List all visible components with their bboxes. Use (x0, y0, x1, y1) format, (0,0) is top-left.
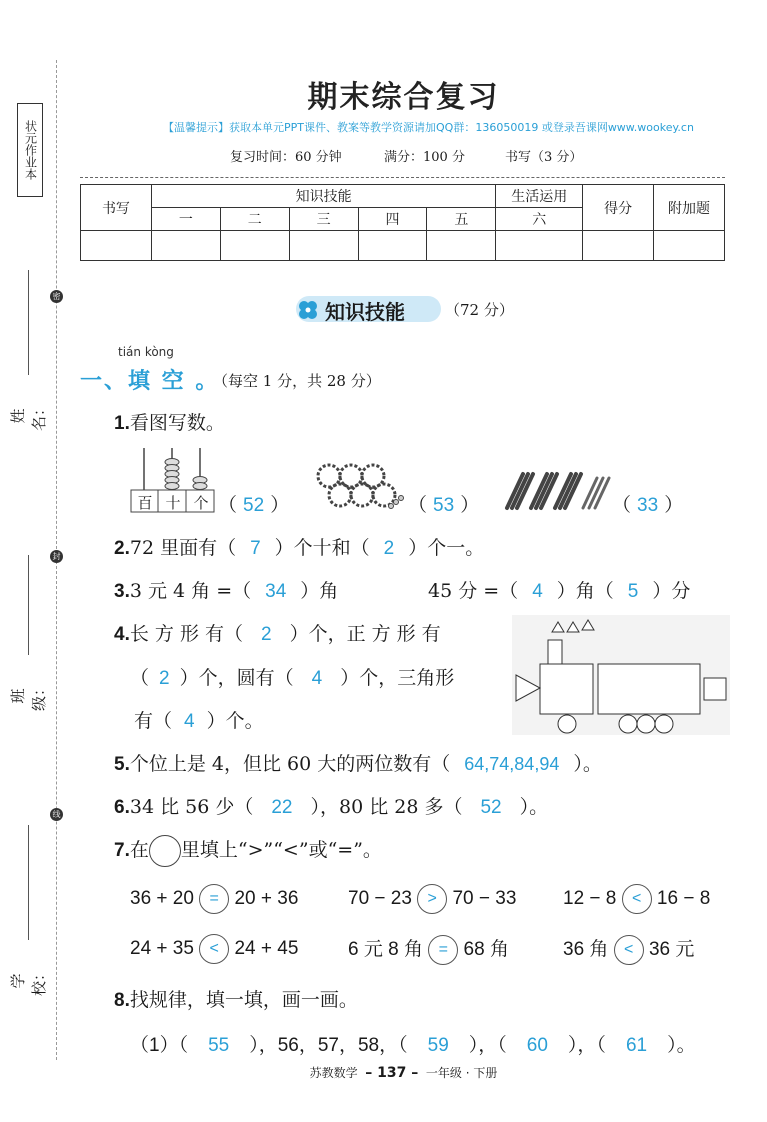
th-col-3: 三 (289, 208, 358, 231)
th-col-1: 一 (151, 208, 220, 231)
q1-ans1[interactable]: 52 (243, 495, 265, 516)
q8-text-2: ），56，57，58，（ (249, 1035, 408, 1056)
section-heading: 一、填 空 。 (80, 369, 220, 394)
q1-answer-1: （ 52 ） (218, 494, 290, 516)
q8-text-1: （1）（ (130, 1035, 189, 1056)
score-cell[interactable] (427, 231, 496, 261)
q1-answer-2: （ 53 ） (408, 494, 480, 516)
page-title: 期末综合复习 (307, 80, 500, 115)
compare-answer-circle[interactable]: > (417, 884, 447, 914)
q4-text-5: ）个，三角形 (340, 667, 455, 689)
th-col-5: 五 (427, 208, 496, 231)
compare-right: 20 + 36 (234, 888, 299, 910)
q5-ans1[interactable]: 64,74,84,94 (464, 754, 560, 774)
question-6 (114, 792, 548, 819)
q2-text-3: ）个一。 (408, 537, 485, 559)
footer-book: 苏教数学 (309, 1066, 358, 1080)
compare-answer-circle[interactable]: < (622, 884, 652, 914)
th-col-2: 二 (220, 208, 289, 231)
q7-text-2: 里填上“>”“<”或“=”。 (180, 839, 382, 861)
score-cell[interactable] (583, 231, 654, 261)
score-cell[interactable] (289, 231, 358, 261)
q3-text-3: 45 分 =（ (428, 580, 519, 602)
q3-text-4: ）角（ (556, 580, 614, 602)
compare-left: 12 − 8 (563, 888, 617, 910)
school-line (28, 825, 29, 940)
q6-ans2[interactable]: 52 (480, 797, 502, 818)
q8-text: 找规律，填一填，画一画。 (129, 989, 358, 1011)
q2-text-1: 72 里面有（ (129, 537, 237, 559)
q4-ans3[interactable]: 4 (311, 668, 323, 689)
q1-answer-3: （ 33 ） (612, 494, 684, 516)
question-7 (114, 835, 382, 867)
th-life: 生活运用 (496, 185, 583, 208)
question-4-line-1 (114, 619, 441, 646)
abacus-label-hundreds: 百 (137, 494, 153, 512)
q7-text-1: 在 (129, 839, 149, 861)
q7-number: 7. (114, 840, 130, 861)
stick-bundles-image (503, 468, 613, 514)
q1-number: 1. (114, 413, 130, 434)
score-cell[interactable] (151, 231, 220, 261)
compare-left: 70 − 23 (348, 888, 412, 910)
th-col-6: 六 (496, 208, 583, 231)
q1-ans3[interactable]: 33 (637, 495, 659, 516)
q4-ans4[interactable]: 4 (184, 711, 195, 732)
clover-icon (297, 299, 319, 321)
question-2 (114, 533, 484, 560)
q2-ans1[interactable]: 7 (250, 538, 261, 559)
th-extra: 附加题 (654, 185, 725, 231)
q8-text-4: ），（ (567, 1035, 606, 1056)
q3-number: 3. (114, 581, 130, 602)
q3-text-2: ）角 (300, 580, 339, 602)
q4-number: 4. (114, 624, 130, 645)
section-note: （每空 1 分，共 28 分） (213, 372, 381, 390)
q4-ans1[interactable]: 2 (260, 624, 272, 645)
compare-5 (348, 934, 509, 965)
compare-6 (563, 934, 694, 965)
score-cell[interactable] (358, 231, 427, 261)
q2-text-2: ）个十和（ (274, 537, 370, 559)
pinyin: tián kòng (118, 345, 174, 359)
question-4-line-3 (134, 706, 264, 733)
section-points: （72 分） (445, 301, 514, 319)
abacus-label-ones: 个 (193, 494, 209, 512)
compare-3 (563, 884, 710, 914)
question-8 (114, 985, 358, 1012)
seal-xian: 线 (50, 808, 63, 821)
question-3 (114, 576, 338, 603)
q8-ans3[interactable]: 60 (526, 1035, 548, 1056)
q6-ans1[interactable]: 22 (271, 797, 293, 818)
compare-4 (130, 934, 298, 964)
q3-text-5: ）分 (652, 580, 691, 602)
q4-text-7: ）个。 (206, 710, 264, 732)
compare-answer-circle[interactable]: = (199, 884, 229, 914)
score-cell[interactable] (496, 231, 583, 261)
score-cell[interactable] (654, 231, 725, 261)
compare-right: 16 − 8 (656, 888, 711, 910)
footer-grade: 一年级 · 下册 (425, 1066, 498, 1080)
question-5 (114, 749, 602, 776)
q8-text-5: ）。 (667, 1035, 696, 1056)
train-shapes-image (512, 615, 730, 735)
compare-answer-circle[interactable]: < (614, 935, 644, 965)
compare-1 (130, 884, 298, 914)
q1-text: 看图写数。 (129, 412, 225, 434)
full-score: 满分：100 分 (384, 150, 465, 165)
writing-score: 书写（3 分） (505, 150, 583, 165)
compare-left: 6 元 8 角 (348, 939, 423, 960)
name-line (28, 270, 29, 375)
q5-number: 5. (114, 754, 130, 775)
review-time: 复习时间：60 分钟 (230, 150, 342, 165)
q8-ans2[interactable]: 59 (427, 1035, 449, 1056)
question-3b (428, 576, 690, 603)
q6-text-1: 34 比 56 少（ (129, 796, 254, 818)
q3-text-1: 3 元 4 角 =（ (129, 580, 252, 602)
class-line (28, 555, 29, 655)
q4-text-1: 长 方 形 有（ (129, 623, 243, 645)
q4-text-3: （ (130, 667, 150, 689)
page-number: – 137 – (365, 1065, 419, 1081)
seal-mi: 密 (50, 290, 63, 303)
school-label: 学校： (9, 965, 48, 996)
class-label: 班级： (9, 680, 48, 711)
q6-number: 6. (114, 797, 130, 818)
compare-left: 36 + 20 (130, 888, 194, 910)
q2-number: 2. (114, 538, 130, 559)
q8-ans1[interactable]: 55 (208, 1035, 230, 1056)
header-rule (80, 177, 725, 178)
q4-ans2[interactable]: 2 (159, 668, 170, 689)
page-footer (0, 1064, 767, 1081)
q5-text-2: ）。 (573, 753, 602, 775)
compare-2 (348, 884, 516, 914)
th-knowledge: 知识技能 (151, 185, 495, 208)
bead-rings-image (315, 462, 410, 512)
brand-box: 状元作业本 (17, 103, 43, 197)
q3-ans2[interactable]: 4 (532, 581, 543, 602)
section-badge-label: 知识技能 (325, 300, 405, 324)
q3-ans1[interactable]: 34 (265, 581, 287, 602)
tip-text: 【温馨提示】获取本单元PPT课件、教案等教学资源请加QQ群：136050019 或登录吾课网www.wookey.cn (163, 121, 694, 134)
q4-text-4: ）个，圆有（ (179, 667, 294, 689)
compare-left: 24 + 35 (130, 938, 194, 960)
q1-ans2[interactable]: 53 (433, 495, 455, 516)
compare-left: 36 角 (563, 939, 609, 960)
compare-right: 68 角 (463, 939, 509, 960)
q8-text-3: ），（ (468, 1035, 507, 1056)
q5-text-1: 个位上是 4，但比 60 大的两位数有（ (129, 753, 451, 775)
seal-feng: 封 (50, 550, 63, 563)
compare-right: 24 + 45 (234, 938, 299, 960)
th-score: 得分 (583, 185, 654, 231)
q4-text-2: ）个，正 方 形 有 (289, 623, 441, 645)
compare-right: 70 − 33 (452, 888, 517, 910)
q8-sequence (130, 1030, 696, 1057)
question-4-line-2 (130, 663, 454, 690)
th-writing: 书写 (81, 185, 152, 231)
q8-number: 8. (114, 990, 130, 1011)
q2-ans2[interactable]: 2 (383, 538, 395, 559)
score-cell[interactable] (220, 231, 289, 261)
compare-answer-circle[interactable]: = (428, 935, 458, 965)
score-cell[interactable] (81, 231, 152, 261)
compare-answer-circle[interactable]: < (199, 934, 229, 964)
q3-ans3[interactable]: 5 (627, 581, 639, 602)
name-label: 姓名： (9, 400, 48, 431)
score-table (80, 184, 725, 261)
q6-text-2: ），80 比 28 多（ (310, 796, 463, 818)
q4-text-6: 有（ (134, 710, 173, 732)
abacus-label-tens: 十 (165, 494, 181, 512)
q6-text-3: ）。 (519, 796, 549, 818)
compare-right: 36 元 (648, 939, 695, 960)
q8-ans4[interactable]: 61 (625, 1035, 648, 1056)
th-col-4: 四 (358, 208, 427, 231)
question-1 (114, 408, 225, 435)
empty-circle-icon (149, 835, 181, 867)
